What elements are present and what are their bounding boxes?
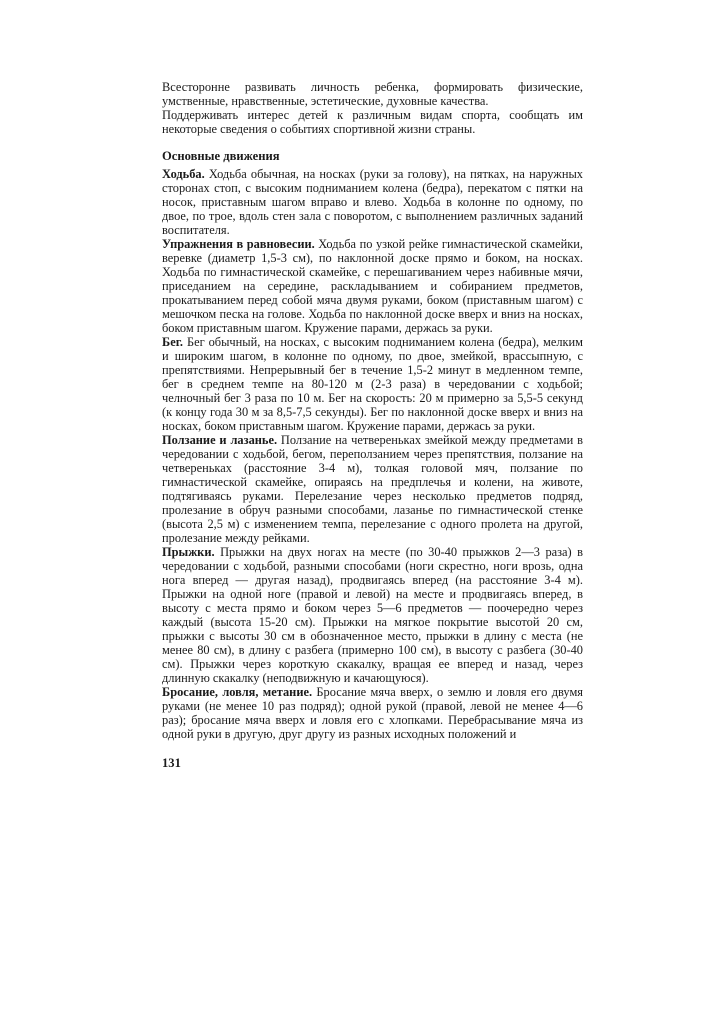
section-balance-lead: Упражнения в равновесии. <box>162 237 315 251</box>
section-jumping-lead: Прыжки. <box>162 545 215 559</box>
section-walking-text: Ходьба обычная, на носках (руки за голову), на пятках, на наружных сторонах стоп, с высоким подниманием колена (бедра), перекатом с пятки на носок, приставным шагом вправо и влево. Ходьба в колонне по одному, по двое, по трое, вдоль стен зала с поворотом, с выполнением различных заданий воспитателя. <box>162 167 583 237</box>
section-heading: Основные движения <box>162 149 280 163</box>
section-throwing <box>162 685 583 741</box>
section-walking <box>162 167 583 237</box>
section-balance <box>162 237 583 335</box>
section-walking-lead: Ходьба. <box>162 167 205 181</box>
section-throwing-text: Бросание мяча вверх, о землю и ловля его двумя руками (не менее 10 раз подряд); одной рукой (правой, левой не менее 4—6 раз); бросание мяча вверх и ловля его с хлопками. Перебрасывание мяча из одной руки в другую, друг другу из разных исходных положений и <box>162 685 583 741</box>
intro-paragraph-2: Поддерживать интерес детей к различным видам спорта, сообщать им некоторые сведения о событиях спортивной жизни страны. <box>162 108 583 136</box>
page-number: 131 <box>162 756 181 770</box>
section-running <box>162 335 583 433</box>
section-throwing-lead: Бросание, ловля, метание. <box>162 685 313 699</box>
section-balance-text: Ходьба по узкой рейке гимнастической скамейки, веревке (диаметр 1,5-3 см), по наклонной доске прямо и боком, на носках. Ходьба по гимнастической скамейке, с перешагиванием через набивные мячи, приседанием на середине, раскладыванием и собиранием предметов, прокатыванием перед собой мяча двумя руками, боком (приставным шагом) с мешочком песка на голове. Ходьба по наклонной доске вверх и вниз на носках, боком приставным шагом. Кружение парами, держась за руки. <box>162 237 583 335</box>
section-jumping-text: Прыжки на двух ногах на месте (по 30-40 прыжков 2—3 раза) в чередовании с ходьбой, разными способами (ноги скрестно, ноги врозь, одна нога вперед — другая назад), продвигаясь вперед (на расстояние 3-4 м). Прыжки на одной ноге (правой и левой) на месте и продвигаясь вперед, в высоту с места прямо и боком через 5—6 предметов — поочередно через каждый (высота 15-20 см). Прыжки на мягкое покрытие высотой 20 см, прыжки с высоты 30 см в обозначенное место, прыжки в длину с места (не менее 80 см), в длину с разбега (примерно 100 см), в высоту с разбега (30-40 см). Прыжки через короткую скакалку, вращая ее вперед и назад, через длинную скакалку (неподвижную и качающуюся). <box>162 545 583 685</box>
document-page <box>162 80 583 770</box>
intro-paragraph-1: Всесторонне развивать личность ребенка, формировать физические, умственные, нравственные, эстетические, духовные качества. <box>162 80 583 108</box>
section-crawling-lead: Ползание и лазанье. <box>162 433 278 447</box>
section-crawling <box>162 433 583 545</box>
section-jumping <box>162 545 583 685</box>
section-crawling-text: Ползание на четвереньках змейкой между предметами в чередовании с ходьбой, бегом, переползанием через препятствия, ползание на четвереньках (расстояние 3-4 м), толкая головой мяч, ползание по гимнастической скамейке, опираясь на предплечья и колени, на животе, подтягиваясь руками. Перелезание через несколько предметов подряд, пролезание в обруч разными способами, лазанье по гимнастической стенке (высота 2,5 м) с изменением темпа, перелезание с одного пролета на другой, пролезание между рейками. <box>162 433 583 545</box>
section-running-lead: Бег. <box>162 335 184 349</box>
section-running-text: Бег обычный, на носках, с высоким подниманием колена (бедра), мелким и широким шагом, в колонне по одному, по двое, змейкой, врассыпную, с препятствиями. Непрерывный бег в течение 1,5-2 минут в медленном темпе, бег в среднем темпе на 80-120 м (2-3 раза) в чередовании с ходьбой; челночный бег 3 раза по 10 м. Бег на скорость: 20 м примерно за 5,5-5 секунд (к концу года 30 м за 8,5-7,5 секунды). Бег по наклонной доске вверх и вниз на носках, боком приставным шагом. Кружение парами, держась за руки. <box>162 335 583 433</box>
